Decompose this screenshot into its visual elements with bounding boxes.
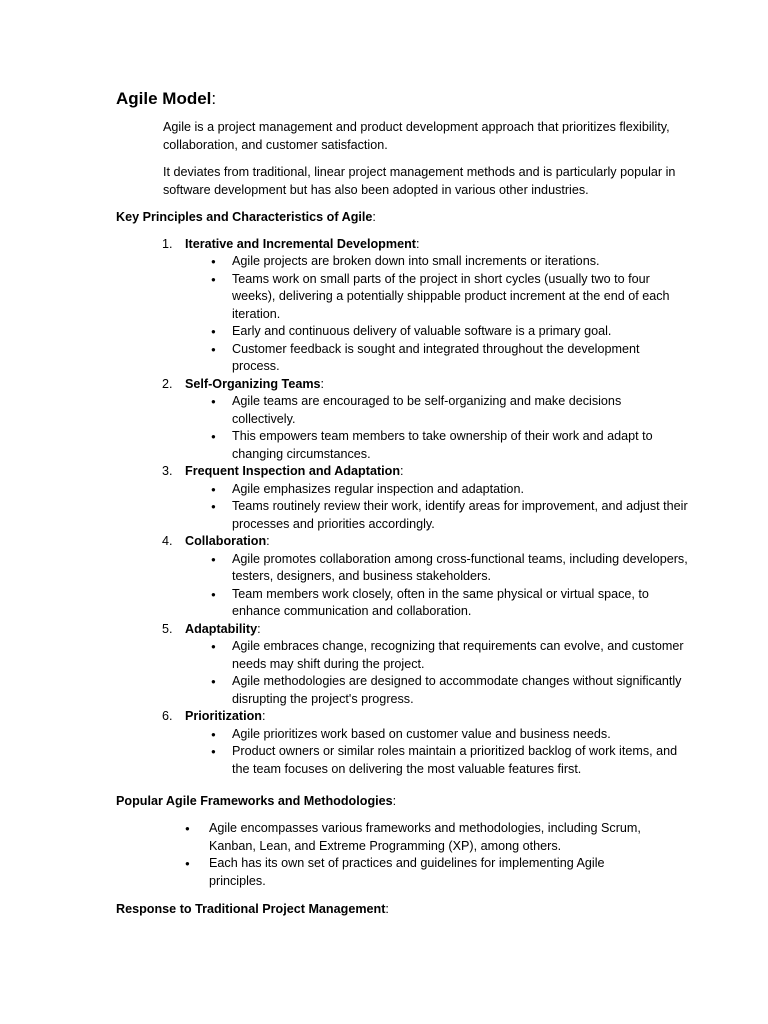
principle-item-6 <box>148 708 688 778</box>
bullet-item: ● Agile emphasizes regular inspection and adaptation. <box>185 481 688 499</box>
principle-bullets <box>185 726 688 779</box>
bullet-item: ● Early and continuous delivery of valuable software is a primary goal. <box>185 323 688 341</box>
principle-title-text: Prioritization <box>185 709 262 723</box>
key-principles-heading-colon: : <box>372 210 376 224</box>
bullet-item: ● Product owners or similar roles maintain a prioritized backlog of work items, and the team focuses on delivering the most valuable features first. <box>185 743 688 778</box>
principle-title-text: Adaptability <box>185 621 258 636</box>
principle-title <box>185 709 265 723</box>
bullet-item: ● Agile projects are broken down into small increments or iterations. <box>185 253 688 271</box>
principle-title <box>185 464 404 478</box>
key-principles-heading-text: Key Principles and Characteristics of Agile <box>116 210 373 224</box>
principle-title-text: Iterative and Incremental Development <box>185 236 416 251</box>
principle-item-1 <box>148 236 688 376</box>
principle-title <box>185 237 419 251</box>
principle-bullets <box>185 481 688 534</box>
frameworks-heading-text: Popular Agile Frameworks and Methodologies <box>116 794 393 808</box>
principle-title-text: Frequent Inspection and Adaptation <box>185 464 401 478</box>
bullet-item: ● Agile methodologies are designed to accommodate changes without significantly disrupting the project's progress. <box>185 673 688 708</box>
frameworks-heading <box>116 793 396 811</box>
principle-title-text: Collaboration <box>185 534 267 548</box>
principle-item-4 <box>148 533 688 621</box>
principle-title <box>185 534 270 548</box>
bullet-item: ● Agile embraces change, recognizing that requirements can evolve, and customer needs may shift during the project. <box>185 638 688 673</box>
bullet-item: ● Teams work on small parts of the project in short cycles (usually two to four weeks), delivering a potentially shippable product increment at the end of each iteration. <box>185 271 688 324</box>
principle-bullets <box>185 551 688 621</box>
principle-title-text: Self-Organizing Teams <box>185 376 321 391</box>
page-title <box>116 88 216 110</box>
principle-bullets <box>185 393 688 463</box>
principle-number: 1. <box>162 236 173 251</box>
page-title-text: Agile Model <box>116 89 212 108</box>
response-heading-colon: : <box>385 902 389 916</box>
principle-number: 5. <box>162 621 173 636</box>
bullet-item: ● Teams routinely review their work, identify areas for improvement, and adjust their processes and priorities accordingly. <box>185 498 688 533</box>
bullet-item: ● Team members work closely, often in the same physical or virtual space, to enhance communication and collaboration. <box>185 586 688 621</box>
principle-title <box>185 622 261 636</box>
principle-number: 6. <box>162 709 173 723</box>
principle-number: 2. <box>162 376 173 391</box>
principle-title-colon: : <box>266 534 270 548</box>
principle-item-2 <box>148 376 688 464</box>
bullet-item: ● Agile promotes collaboration among cross-functional teams, including developers, testers, designers, and business stakeholders. <box>185 551 688 586</box>
response-heading-text: Response to Traditional Project Management <box>116 902 386 916</box>
key-principles-heading <box>116 209 376 227</box>
bullet-item: ● Customer feedback is sought and integrated throughout the development process. <box>185 341 688 376</box>
principle-bullets <box>185 253 688 376</box>
intro-paragraph-2: It deviates from traditional, linear project management methods and is particularly popular in software development but has also been adopted in various other industries. <box>163 165 676 197</box>
page-title-colon: : <box>211 89 217 108</box>
principle-item-3 <box>148 463 688 533</box>
principle-item-5 <box>148 621 688 709</box>
bullet-item: ● Each has its own set of practices and guidelines for implementing Agile principles. <box>163 855 663 890</box>
principles-list <box>148 236 688 779</box>
principle-title <box>185 377 324 391</box>
frameworks-list <box>163 820 663 890</box>
bullet-item: ● Agile teams are encouraged to be self-organizing and make decisions collectively. <box>185 393 688 428</box>
bullet-item: ● Agile prioritizes work based on customer value and business needs. <box>185 726 688 744</box>
principle-title-colon: : <box>257 621 261 636</box>
principle-number: 3. <box>162 464 173 478</box>
principle-title-colon: : <box>415 236 420 251</box>
response-heading <box>116 901 389 919</box>
principle-title-colon: : <box>320 376 325 391</box>
bullet-item: ● This empowers team members to take ownership of their work and adapt to changing circumstances. <box>185 428 688 463</box>
principle-title-colon: : <box>400 464 404 478</box>
principle-title-colon: : <box>261 709 266 723</box>
principle-number: 4. <box>162 534 173 548</box>
intro-paragraph-1: Agile is a project management and product development approach that prioritizes flexibility, collaboration, and customer satisfaction. <box>163 120 670 152</box>
bullet-item: ● Agile encompasses various frameworks and methodologies, including Scrum, Kanban, Lean, and Extreme Programming (XP), among others. <box>163 820 663 855</box>
frameworks-heading-colon: : <box>392 794 397 808</box>
principle-bullets <box>185 638 688 708</box>
